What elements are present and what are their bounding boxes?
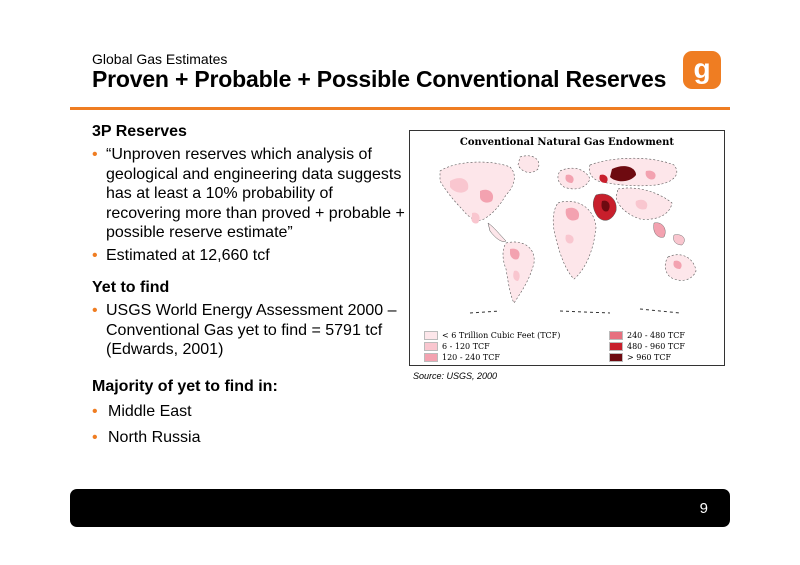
bullet-icon: • — [92, 246, 98, 264]
bullet-list-majority — [92, 402, 407, 448]
legend-label: > 960 TCF — [627, 353, 672, 362]
list-item — [92, 301, 407, 360]
map-source-caption: Source: USGS, 2000 — [413, 371, 498, 381]
list-item — [92, 145, 407, 243]
header-divider — [70, 107, 730, 110]
legend-item — [424, 341, 560, 352]
legend-item — [609, 330, 685, 341]
list-item — [92, 428, 407, 448]
legend-label: 120 - 240 TCF — [442, 353, 500, 362]
footer-bar — [70, 489, 730, 527]
legend-label: 480 - 960 TCF — [627, 342, 685, 351]
legend-swatch — [424, 342, 438, 351]
section-heading-3p-reserves: 3P Reserves — [92, 123, 187, 140]
list-item — [92, 402, 407, 422]
bullet-icon: • — [92, 302, 98, 319]
legend-item — [609, 352, 685, 363]
map-legend-right — [609, 330, 685, 363]
legend-swatch — [609, 353, 623, 362]
page-title: Proven + Probable + Possible Conventional Reserves — [92, 66, 667, 92]
legend-item — [424, 330, 560, 341]
bullet-icon: • — [92, 429, 98, 446]
bullet-list-3p-reserves — [92, 145, 407, 265]
legend-label: < 6 Trillion Cubic Feet (TCF) — [442, 331, 561, 340]
page-number: 9 — [699, 500, 708, 517]
bullet-text: Estimated at 12,660 tcf — [106, 246, 270, 264]
bullet-list-yet-to-find — [92, 301, 407, 360]
legend-swatch — [609, 331, 623, 340]
gas-endowment-map — [409, 130, 725, 366]
logo-letter: g — [693, 53, 711, 84]
legend-label: 240 - 480 TCF — [627, 331, 685, 340]
legend-swatch — [424, 331, 438, 340]
bullet-icon: • — [92, 402, 98, 420]
content-column — [92, 123, 407, 455]
bullet-text: “Unproven reserves which analysis of geological and engineering data suggests has at least a 10% probability of recovering more than proved + probable + possible reserve estimate” — [106, 146, 405, 241]
bullet-text: North Russia — [108, 429, 201, 446]
legend-swatch — [424, 353, 438, 362]
bullet-text: Middle East — [108, 402, 192, 420]
section-heading-yet-to-find: Yet to find — [92, 279, 170, 296]
map-title: Conventional Natural Gas Endowment — [459, 137, 675, 148]
legend-item — [609, 341, 685, 352]
page-subtitle: Global Gas Estimates — [92, 51, 228, 67]
section-heading-majority: Majority of yet to find in: — [92, 377, 278, 395]
bullet-icon: • — [92, 146, 98, 163]
legend-label: 6 - 120 TCF — [442, 342, 490, 351]
legend-swatch — [609, 342, 623, 351]
list-item — [92, 246, 407, 266]
company-logo — [683, 51, 721, 89]
map-legend-left — [424, 330, 560, 363]
bullet-text: USGS World Energy Assessment 2000 – Conventional Gas yet to find = 5791 tcf (Edwards, 2001) — [106, 302, 397, 358]
legend-item — [424, 352, 560, 363]
